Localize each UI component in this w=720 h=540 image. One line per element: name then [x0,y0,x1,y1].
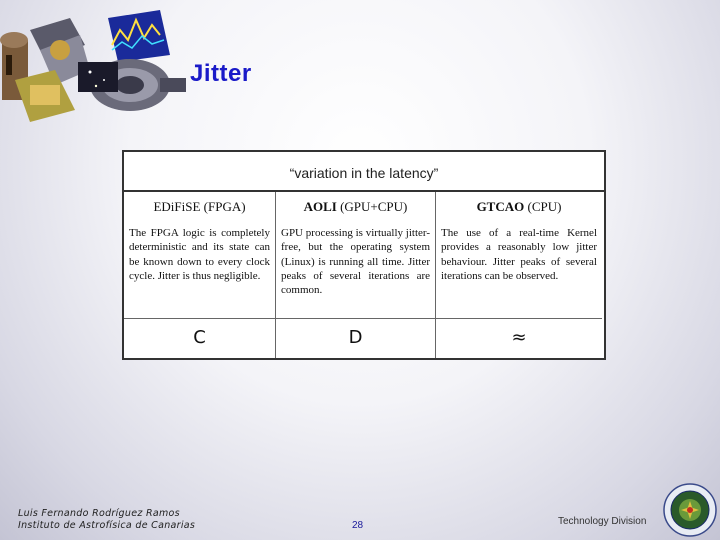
table-column-gtcao [436,192,602,358]
column-header [124,192,275,222]
telescope-collage-image [0,0,190,125]
column-type: (FPGA) [200,199,246,214]
column-description: The FPGA logic is completely deterministic and its state can be known down to every clock cycle. Jitter is thus negligible. [129,227,270,282]
column-name: AOLI [303,199,337,214]
column-header [276,192,435,222]
institute-seal-logo [663,483,717,537]
footer-author-block [18,508,195,532]
column-type: (CPU) [524,199,562,214]
table-caption: “variation in the latency” [124,152,604,192]
author-name: Luis Fernando Rodríguez Ramos [18,508,180,519]
table-column-aoli [276,192,436,358]
column-name: EDiFiSE [153,199,201,214]
rating-symbol: D [276,318,435,357]
spectrum-plot-image [108,10,170,62]
column-description: The use of a real-time Kernel provides a reasonably low jitter behaviour. Jitter peaks of several iterations can be observed. [441,227,597,282]
star-field-image [78,62,118,92]
comparison-table [122,150,606,360]
division-label: Technology Division [558,516,647,527]
column-header [436,192,602,222]
rating-symbol: C [124,318,275,357]
column-name: GTCAO [476,199,525,214]
institute-name: Instituto de Astrofísica de Canarias [18,520,196,531]
rating-symbol: ≈ [436,318,602,357]
column-description: GPU processing is virtually jitter-free, but the operating system (Linux) is running all time. Jitter peaks of several iterations are common. [281,227,430,297]
table-column-edifise [124,192,276,358]
page-number: 28 [352,520,364,531]
column-type: (GPU+CPU) [336,199,408,214]
slide-title: Jitter [190,60,252,87]
